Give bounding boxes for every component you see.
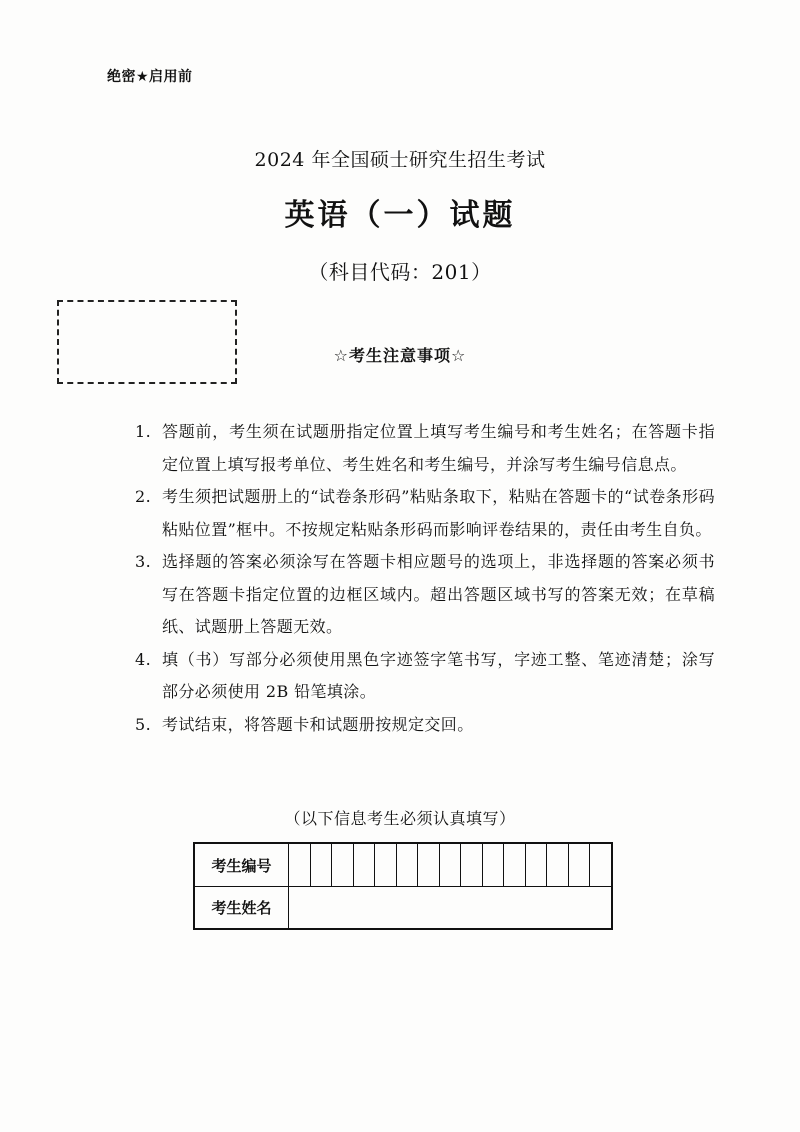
barcode-sticker-area <box>57 300 237 384</box>
candidate-number-digit-cell[interactable] <box>504 844 526 886</box>
candidate-name-field[interactable] <box>289 887 611 928</box>
subject-code: （科目代码：201） <box>308 260 492 284</box>
candidate-number-digit-cell[interactable] <box>590 844 611 886</box>
candidate-number-digit-cell[interactable] <box>311 844 333 886</box>
candidate-number-digit-cell[interactable] <box>397 844 419 886</box>
candidate-number-digit-cell[interactable] <box>354 844 376 886</box>
candidate-number-label: 考生编号 <box>195 844 289 886</box>
notice-list <box>135 416 715 741</box>
candidate-name-row <box>195 887 611 928</box>
notice-text: 填（书）写部分必须使用黑色字迹签字笔书写，字迹工整、笔迹清楚；涂写部分必须使用 2B 铅笔填涂。 <box>162 649 715 701</box>
candidate-number-digit-cell[interactable] <box>418 844 440 886</box>
candidate-number-digit-cell[interactable] <box>332 844 354 886</box>
notice-item <box>135 416 715 481</box>
notice-item <box>135 546 715 644</box>
notice-item <box>135 644 715 709</box>
notice-number: 5. <box>135 714 152 734</box>
candidate-number-digit-cell[interactable] <box>375 844 397 886</box>
confidential-mark: 绝密★启用前 <box>107 69 193 85</box>
candidate-number-digit-cell[interactable] <box>483 844 505 886</box>
notice-item <box>135 709 715 742</box>
notice-item <box>135 481 715 546</box>
exam-title: 2024 年全国硕士研究生招生考试 <box>254 149 546 171</box>
candidate-number-digit-cell[interactable] <box>526 844 548 886</box>
notice-number: 1. <box>135 422 152 441</box>
notice-number: 2. <box>135 487 152 506</box>
notice-text: 选择题的答案必须涂写在答题卡相应题号的选项上，非选择题的答案必须书写在答题卡指定位置的边框区域内。超出答题区域书写的答案无效；在草稿纸、试题册上答题无效。 <box>162 552 715 636</box>
candidate-number-cells <box>289 844 611 886</box>
candidate-number-digit-cell[interactable] <box>461 844 483 886</box>
notice-text: 考试结束，将答题卡和试题册按规定交回。 <box>162 714 474 734</box>
notice-heading: ☆考生注意事项☆ <box>333 346 467 365</box>
candidate-name-label: 考生姓名 <box>195 887 289 928</box>
notice-text: 答题前，考生须在试题册指定位置上填写考生编号和考生姓名；在答题卡指定位置上填写报考单位、考生姓名和考生编号，并涂写考生编号信息点。 <box>162 422 715 474</box>
candidate-number-digit-cell[interactable] <box>440 844 462 886</box>
candidate-number-row <box>195 844 611 887</box>
notice-number: 3. <box>135 552 152 571</box>
candidate-number-digit-cell[interactable] <box>569 844 591 886</box>
notice-text: 考生须把试题册上的“试卷条形码”粘贴条取下，粘贴在答题卡的“试卷条形码粘贴位置”框中。不按规定粘贴条形码而影响评卷结果的，责任由考生自负。 <box>162 487 715 539</box>
candidate-number-digit-cell[interactable] <box>547 844 569 886</box>
notice-number: 4. <box>135 649 152 669</box>
info-form-caption: （以下信息考生必须认真填写） <box>284 809 516 828</box>
paper-title: 英语（一）试题 <box>284 198 516 233</box>
candidate-number-digit-cell[interactable] <box>289 844 311 886</box>
candidate-info-table <box>193 842 613 930</box>
